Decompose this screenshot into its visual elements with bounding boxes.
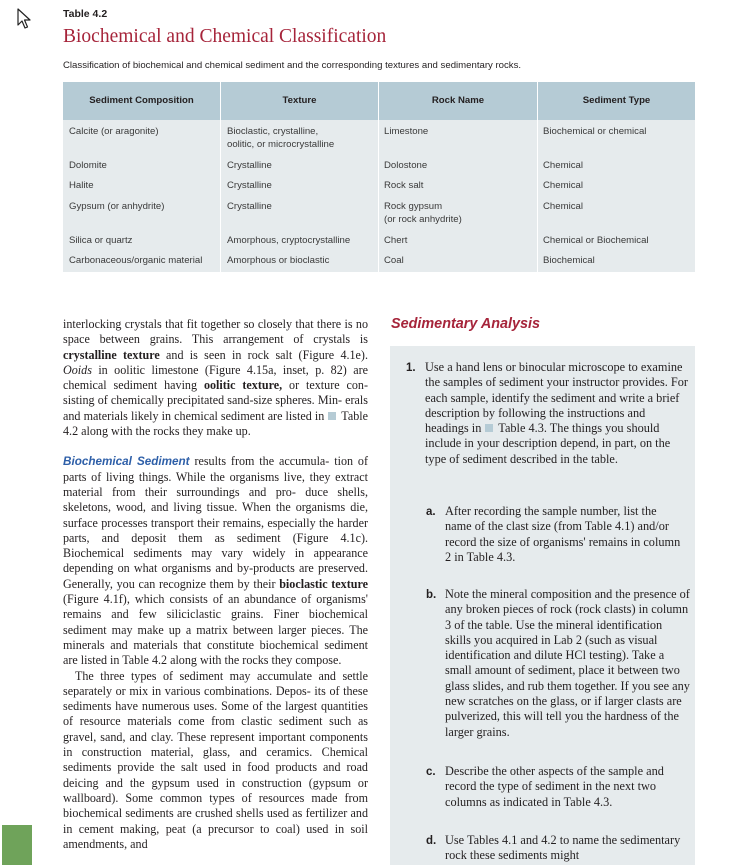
text-line: dilute HCl testing). Take a small amount <box>445 648 665 678</box>
cell-rock-name: Dolostone <box>384 160 428 171</box>
cell-texture-line: oolitic, or microcrystalline <box>227 139 335 150</box>
term-crystalline-texture: crystalline texture <box>63 347 160 362</box>
text-line: The three types of sediment may accumulate and <box>75 668 336 683</box>
header-rock-name: Rock Name <box>431 95 485 106</box>
text-line: they extract material from their surroundings and pro- <box>63 469 368 499</box>
text-line: to examine the samples of sediment your <box>425 360 683 390</box>
column-divider <box>220 82 221 272</box>
text-line: organisms' remains in column 2 in <box>445 534 681 564</box>
cell-texture-line: Bioclastic, crystalline, <box>227 126 319 137</box>
text-line: settle separately or mix in various combinations. Depos- <box>63 668 368 698</box>
text-line: presence of any broken pieces of rock (rock <box>445 587 690 617</box>
text-line: listed in Table 4.2 along with the rocks they compose. <box>80 653 342 668</box>
cell-texture: Crystalline <box>227 160 272 171</box>
column-divider <box>378 82 379 272</box>
text-line: few siliciclastic grains. Finer biochemical sediment may <box>63 607 368 637</box>
text-line: largest quantities of resource materials come from clastic <box>63 699 368 729</box>
text-line: list the name of the clast size (from <box>445 504 657 534</box>
text-line: sediment such as gravel, sand, and clay. These represent <box>63 714 369 744</box>
header-sediment-type: Sediment Type <box>582 95 651 106</box>
text-line: crushed shells used as fertilizer and in cement making, <box>63 806 369 836</box>
text-line: part, on the type of sediment described <box>425 436 671 466</box>
cell-texture <box>227 125 334 151</box>
text-line: in the next two columns as indicated in <box>445 779 657 809</box>
step-letter: b. <box>426 589 437 601</box>
text-line: any new scratches on the glass, or if larger <box>445 678 690 709</box>
text-line: the organisms die, surface processes transport their <box>63 500 368 530</box>
text-line: remains, especially the harder parts, and deposit them as <box>63 515 368 545</box>
text-line: interlocking crystals that fit together so closely that there <box>63 317 342 331</box>
text-line: widely in appearance depending on what organisms and <box>63 546 368 576</box>
paragraph-biochemical <box>63 454 368 668</box>
table-title: Biochemical and Chemical Classification <box>63 26 387 47</box>
term-oolitic-texture: oolitic texture, <box>203 378 283 393</box>
text-line: consists of an abundance of organisms' remains and <box>63 592 368 622</box>
cell-texture: Amorphous or bioclastic <box>227 255 330 266</box>
text-line: in <box>314 408 325 423</box>
table-reference-icon <box>485 424 493 432</box>
text-line: Table 4.1) and/or record the size of <box>445 519 669 549</box>
page-tab-marker <box>2 825 32 865</box>
text-line: sisting of chemically precipitated sand-size spheres. Min- <box>63 393 343 408</box>
table-caption: Classification of biochemical and chemical sediment and the corresponding textures and sedimentary rocks. <box>63 60 522 71</box>
text-line: peat (a precursor to coal) used in soil amendments, and <box>63 821 369 851</box>
text-line: in oolitic limestone (Figure 4.15a, inset, p. 82) are <box>91 362 368 377</box>
text-line: its of these sediments have numerous uses. Some of the <box>63 683 368 714</box>
text-line: or texture con- <box>282 378 369 393</box>
text-line: types of resources made from biochemical sediments are <box>63 790 369 821</box>
text-line: slides, and rub them together. If you see <box>472 678 670 693</box>
text-line: sedimentary rock these sediments might <box>445 833 681 863</box>
cell-sediment-type: Chemical <box>543 180 583 191</box>
table-reference-icon <box>328 412 336 420</box>
text-line: results from the accumula- <box>189 454 330 469</box>
table-label: Table 4.2 <box>63 8 108 20</box>
text-line: Table 4.2 along with the rocks they make up. <box>63 408 368 439</box>
text-line: make up a matrix between larger pieces. The minerals <box>63 622 368 652</box>
body-text-column <box>63 317 368 852</box>
paragraph-crystalline <box>63 317 368 439</box>
text-line: Use a hand lens or binocular microscope <box>425 360 626 374</box>
cell-sediment-type: Chemical <box>543 201 583 212</box>
cell-sediment-type: Chemical or Biochemical <box>543 235 649 246</box>
cell-composition: Carbonaceous/organic material <box>69 255 203 266</box>
text-line: identify the sediment and write a brief <box>491 390 680 405</box>
step-d-text <box>445 833 681 864</box>
text-line: in construction (gypsum or wallboard). Some common <box>63 775 368 805</box>
header-sediment-composition: Sediment Composition <box>89 95 194 106</box>
text-line: description by following the instructions <box>425 405 625 420</box>
text-line: erals and materials likely in chemical sediment are listed <box>63 393 368 423</box>
term-ooids: Ooids <box>63 362 92 377</box>
text-line: and materials that constitute biochemical sediment are <box>63 637 368 668</box>
text-line: clasts) in column 3 of the table. Use the <box>445 602 689 632</box>
text-line: and ceramics. Chemical sediments provide the salt used <box>63 745 368 775</box>
text-line: Describe the other aspects of the <box>445 764 606 778</box>
text-line: clasts are pulverized, this will tell you the <box>445 694 682 724</box>
cell-texture: Crystalline <box>227 180 272 191</box>
cell-rock-name-line: (or rock anhydrite) <box>384 214 462 225</box>
text-line: instructor provides. For each sample, <box>425 375 688 405</box>
text-line: and headings in <box>425 405 646 436</box>
header-texture: Texture <box>282 95 317 106</box>
text-line: Table 4.3. <box>563 794 613 809</box>
classification-table <box>63 82 695 272</box>
text-line: After recording the sample number, <box>445 504 621 518</box>
cell-texture: Amorphous, cryptocrystalline <box>227 235 351 246</box>
cell-rock-name <box>384 200 462 226</box>
cell-sediment-type: Chemical <box>543 160 583 171</box>
cell-composition: Gypsum (or anhydrite) <box>69 201 165 212</box>
step-a-text <box>445 504 681 565</box>
step-number: 1. <box>406 362 416 374</box>
text-line: chemical sediment having <box>63 378 204 393</box>
text-line: (Figure 4.1f), which <box>63 592 165 607</box>
column-divider <box>537 82 538 272</box>
term-bioclastic-texture: bioclastic texture <box>279 576 368 591</box>
analysis-box <box>390 346 695 865</box>
text-line: in Lab 2 (such as visual identification and <box>445 632 658 663</box>
biochemical-sediment-heading: Biochemical Sediment <box>63 455 190 469</box>
cell-composition: Calcite (or aragonite) <box>69 126 159 137</box>
paragraph-three-types <box>63 669 368 853</box>
step-b-text <box>445 587 691 740</box>
sedimentary-analysis-heading: Sedimentary Analysis <box>391 316 541 332</box>
cell-texture: Crystalline <box>227 201 272 212</box>
text-line: should include in your description depend, in <box>425 421 660 451</box>
text-line: Table 4.3. <box>466 549 516 564</box>
cell-rock-name: Coal <box>384 255 404 266</box>
text-line: in food products and road deicing and the gypsum used <box>63 760 368 790</box>
text-line: tion of parts of living things. While the organisms live, <box>63 454 368 484</box>
text-line: mineral identification skills you acquired <box>445 617 663 647</box>
text-line: sediment (Figure 4.1c). Biochemical sediments may vary <box>63 530 369 561</box>
text-line: them by their <box>209 576 280 591</box>
table-header-row <box>63 82 695 120</box>
text-line: of sediment, place it between two glass <box>445 663 680 693</box>
cell-rock-name: Limestone <box>384 126 429 137</box>
step-c-text <box>445 764 681 810</box>
text-line: Use Tables 4.1 and 4.2 to name the <box>445 833 618 847</box>
step-letter: a. <box>426 506 436 518</box>
text-line: is no space between grains. This arrangement of crystals is <box>63 317 369 347</box>
step-letter: d. <box>426 835 437 847</box>
cell-composition: Silica or quartz <box>69 235 133 246</box>
cell-composition: Halite <box>69 180 94 191</box>
text-line: Table 4.3. The things you <box>495 421 624 436</box>
step-letter: c. <box>426 766 436 778</box>
step-1-text <box>425 360 691 467</box>
mouse-cursor-icon <box>17 8 33 30</box>
text-line: and is seen in rock salt (Figure 4.1e). <box>159 347 368 362</box>
cell-sediment-type: Biochemical or chemical <box>543 126 647 137</box>
cell-rock-name-line: Rock gypsum <box>384 201 443 212</box>
text-line: sample and record the type of sediment <box>445 764 664 794</box>
cell-rock-name: Chert <box>384 235 408 246</box>
cell-composition: Dolomite <box>69 160 107 171</box>
cell-rock-name: Rock salt <box>384 180 424 191</box>
text-line: hardness of the larger grains. <box>445 709 679 739</box>
text-line: duce shells, skeletons, wood, and living tissue. When <box>63 484 368 515</box>
text-line: by-products are preserved. Generally, you can recognize <box>63 561 369 591</box>
cell-sediment-type: Biochemical <box>543 255 595 266</box>
text-line: in the table. <box>560 451 618 466</box>
text-line: important components in construction material, glass, <box>63 729 368 760</box>
text-line: Note the mineral composition and the <box>445 587 631 601</box>
